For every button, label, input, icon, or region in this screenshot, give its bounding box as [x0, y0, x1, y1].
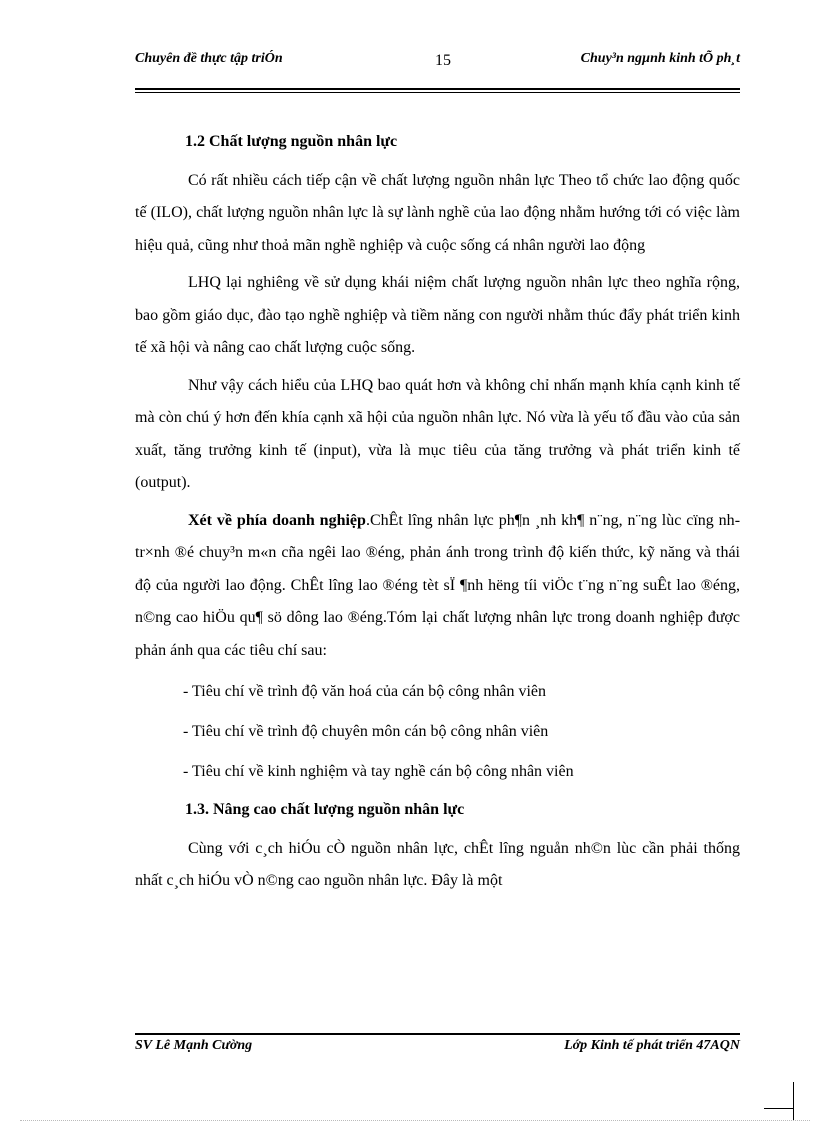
section-1-2-heading: 1.2 Chất lượng nguồn nhân lực: [185, 133, 398, 150]
paragraph-lhq-scope: Như vậy cách hiểu của LHQ bao quát hơn và không chỉ nhấn mạnh khía cạnh kinh tế mà còn chú ý hơn đến khía cạnh xã hội của nguồn nhân lực. Nó vừa là yếu tố đầu vào của sản xuất, tăng trưởng kinh tế (input), vừa là mục tiêu của tăng trưởng và phát triển kinh tế (output).: [135, 376, 740, 491]
paragraph-ilo-definition: Có rất nhiều cách tiếp cận về chất lượng nguồn nhân lực Theo tổ chức lao động quốc tế (ILO), chất lượng nguồn nhân lực là sự lành nghề của lao động nhằm hướng tới có việc làm hiệu quả, cũng như thoả mãn nghề nghiệp và cuộc sống cá nhân người lao động: [135, 171, 740, 254]
footer-author: SV Lê Mạnh Cường: [135, 1038, 253, 1053]
page-bottom-dotted-line: [20, 1120, 810, 1121]
section-1-3-heading: 1.3. Nâng cao chất lượng nguồn nhân lực: [185, 801, 465, 818]
header-rule-thin: [135, 92, 740, 93]
enterprise-view-text: .ChÊt lîng nhân lực ph¶n ¸nh kh¶ n¨ng, n¨ng lùc cïng nh tr×nh ®é chuy³n m«n cña ngêi lao ®éng, phản ánh trong trình độ kiến thức, kỹ năng và thái độ của người lao động. ChÊt lîng lao ®éng tèt sÏ ¶nh hëng tíi viÖc t¨ng n¨ng suÊt lao ®éng, n©ng cao hiÖu qu¶ sö dông lao ®éng.Tóm lại chất lượng nhân lực trong doanh nghiệp được phản ánh qua các tiêu chí sau:: [135, 511, 741, 659]
page-corner-mark: [793, 1082, 794, 1120]
page-corner-mark: [764, 1108, 794, 1109]
header-left-text: Chuyên đề thực tập triÓn: [135, 51, 283, 66]
criteria-bullet: - Tiêu chí về trình độ văn hoá của cán bộ công nhân viên: [183, 683, 547, 700]
page-header: [135, 50, 740, 88]
paragraph-lhq-definition: LHQ lại nghiêng về sử dụng khái niệm chất lượng nguồn nhân lực theo nghĩa rộng, bao gồm giáo dục, đào tạo nghề nghiệp và tiềm năng con người nhằm thúc đẩy phát triển kinh tế xã hội và nâng cao chất lượng cuộc sống.: [135, 274, 740, 356]
paragraph-improvement: Cùng với c¸ch hiÓu cÒ nguồn nhân lực, chÊt lîng nguån nh©n lùc cần phải thống nhất c¸ch hiÓu vÒ n©ng cao nguồn nhân lực. Đây là một: [135, 839, 740, 889]
criteria-bullet: - Tiêu chí về trình độ chuyên môn cán bộ công nhân viên: [183, 723, 549, 740]
header-rule-thick: [135, 88, 740, 90]
footer-class: Lớp Kinh tế phát triển 47AQN: [564, 1038, 740, 1053]
criteria-bullet: - Tiêu chí về kinh nghiệm và tay nghề cán bộ công nhân viên: [183, 763, 574, 780]
paragraph-enterprise-view: [135, 505, 740, 668]
footer-rule: [135, 1033, 740, 1035]
header-right-text: Chuy³n ngµnh kinh tÕ ph¸t: [580, 51, 740, 66]
document-body: [135, 126, 740, 903]
page-number: 15: [435, 52, 451, 69]
enterprise-view-lead: Xét về phía doanh nghiệp: [188, 511, 366, 529]
